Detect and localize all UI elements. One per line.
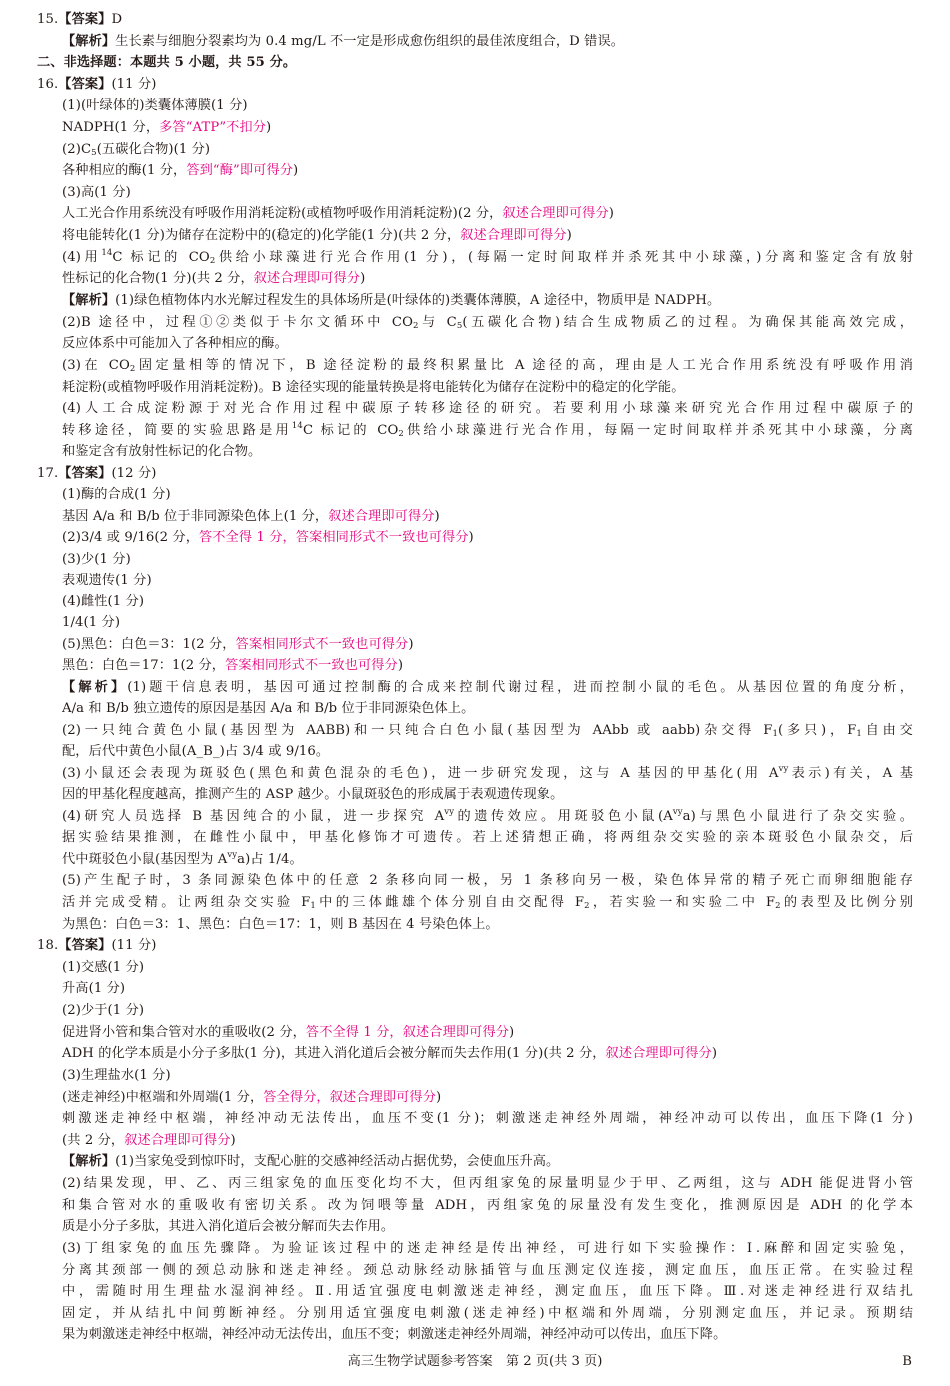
question-number: 17. xyxy=(37,466,59,481)
q18-analysis-8: 固定，并从结扎中间剪断神经。分别用适宜强度电刺激(迷走神经)中枢端和外周端，分别测定血压，并记录。预期结 xyxy=(62,1306,913,1321)
q17-answer-line xyxy=(37,463,157,484)
grading-note: 答到“酶”即可得分 xyxy=(186,163,294,178)
analysis-label: 【解析】 xyxy=(62,34,116,49)
q17-answer-2: 基因 A/a 和 B/b 位于非同源染色体上(1 分，叙述合理即可得分) xyxy=(62,509,440,524)
q17-answer-6: (4)雌性(1 分) xyxy=(62,594,145,609)
question-number: 18. xyxy=(37,938,59,953)
question-number: 15. xyxy=(37,12,59,27)
q18-analysis-3: 和集合管对水的重吸收有密切关系。改为饲喂等量 ADH，丙组家兔的尿量没有发生变化，推测原因是 ADH 的化学本 xyxy=(62,1198,913,1213)
q15-analysis-line xyxy=(62,31,624,52)
analysis-label: 【解析】 xyxy=(62,1154,116,1169)
q17-analysis-4: 配，后代中黄色小鼠(A_B_)占 3/4 或 9/16。 xyxy=(62,744,330,759)
q18-answer-5: ADH 的化学本质是小分子多肽(1 分)，其进入消化道后会被分解而失去作用(1 分)(共 2 分，叙述合理即可得分) xyxy=(62,1046,718,1061)
q17-answer-7: 1/4(1 分) xyxy=(62,615,121,630)
q18-answer-line xyxy=(37,935,157,956)
q16-analysis-7: 转移途径，简要的实验思路是用$^{14}$C 标记的 $CO_2$供给小球藻进行光合作用，每隔一定时间取样并杀死其中小球藻，分离 xyxy=(62,421,913,439)
analysis-label: 【解析】 xyxy=(62,680,128,695)
q17-analysis-9: 代中斑驳色小鼠(基因型为 $A^{vy}a$)占 1/4。 xyxy=(62,850,303,867)
q15-answer-line xyxy=(37,9,122,30)
answer-label: 【答案】 xyxy=(58,938,112,953)
q17-analysis-6: 因的甲基化程度越高，推测产生的 ASP 越少。小鼠斑驳色的形成属于表观遗传现象。 xyxy=(62,787,564,802)
q16-answer-4: 各种相应的酶(1 分，答到“酶”即可得分) xyxy=(62,163,299,178)
grading-note: 答案相同形式不一致也可得分 xyxy=(235,637,409,652)
answer-label: 【答案】 xyxy=(58,466,112,481)
grading-note: 叙述合理即可得分 xyxy=(253,271,361,286)
q17-analysis-7: (4)研究人员选择 B 基因纯合的小鼠，进一步探究 $A^{vy}$的遗传效应。用斑驳色小鼠$(A^{vy}a)$与黑色小鼠进行了杂交实验。 xyxy=(62,807,913,824)
q18-answer-9: (共 2 分，叙述合理即可得分) xyxy=(62,1133,236,1148)
q16-analysis-8: 和鉴定含有放射性标记的化合物。 xyxy=(62,444,262,459)
q17-analysis-12: 为黑色：白色＝3：1、黑色：白色＝17：1，则 B 基因在 4 号染色体上。 xyxy=(62,917,499,932)
q16-answer-1: (1)(叶绿体的)类囊体薄膜(1 分) xyxy=(62,98,248,113)
q18-analysis-6: 分离其颈部一侧的颈总动脉和迷走神经。颈总动脉经动脉插管与血压测定仪连接，测定血压，血压正常。在实验过程 xyxy=(62,1263,913,1278)
q16-analysis-3: 反应体系中可能加入了各种相应的酶。 xyxy=(62,336,288,351)
q17-analysis-8: 据实验结果推测，在雌性小鼠中，甲基化修饰才可遗传。若上述猜想正确，将两组杂交实验的亲本斑驳色小鼠杂交，后 xyxy=(62,830,913,845)
q18-answer-8: 刺激迷走神经中枢端，神经冲动无法传出，血压不变(1 分)；刺激迷走神经外周端，神经冲动可以传出，血压下降(1 分) xyxy=(62,1111,913,1126)
grading-note: 答案相同形式不一致也可得分 xyxy=(225,658,398,673)
q18-analysis-4: 质是小分子多肽，其进入消化道后会被分解而失去作用。 xyxy=(62,1219,395,1234)
q18-answer-4: 促进肾小管和集合管对水的重吸收(2 分，答不全得 1 分，叙述合理即可得分) xyxy=(62,1025,515,1040)
q18-analysis-2: (2)结果发现，甲、乙、丙三组家兔的血压变化均不大，但丙组家兔的尿量明显少于甲、乙两组，这与 ADH 能促进肾小管 xyxy=(62,1176,913,1191)
q16-analysis-1: 【解析】(1)绿色植物体内水光解过程发生的具体场所是(叶绿体的)类囊体薄膜，A 途径中，物质甲是 NADPH。 xyxy=(62,293,721,308)
q17-answer-3: (2)3/4 或 9/16(2 分，答不全得 1 分，答案相同形式不一致也可得分) xyxy=(62,530,474,545)
footer-page-info: 高三生物学试题参考答案 第 2 页(共 3 页) xyxy=(347,1354,603,1369)
q17-answer-1: (1)酶的合成(1 分) xyxy=(62,487,171,502)
q16-answer-8: (4)用$^{14}$C 标记的 $CO_2$供给小球藻进行光合作用(1 分)，(每隔一定时间取样并杀死其中小球藻，)分离和鉴定含有放射 xyxy=(62,248,913,266)
q17-answer-4: (3)少(1 分) xyxy=(62,552,131,567)
score: (12 分) xyxy=(111,466,157,481)
q18-answer-3: (2)少于(1 分) xyxy=(62,1003,145,1018)
q18-answer-7: (迷走神经)中枢端和外周端(1 分，答全得分，叙述合理即可得分) xyxy=(62,1090,442,1105)
q18-analysis-9: 果为刺激迷走神经中枢端，神经冲动无法传出，血压不变；刺激迷走神经外周端，神经冲动可以传出，血压下降。 xyxy=(62,1327,727,1342)
grading-note: 叙述合理即可得分 xyxy=(502,206,609,221)
answer-text: NADPH(1 分， xyxy=(62,120,160,135)
q16-analysis-2: (2)B 途径中，过程①②类似于卡尔文循环中 $CO_2$与 $C_5$(五碳化合物)结合生成物质乙的过程。为确保其能高效完成， xyxy=(62,315,913,331)
q16-answer-line xyxy=(37,74,157,95)
answer-value: D xyxy=(111,12,123,27)
answer-label: 【答案】 xyxy=(58,77,112,92)
q16-answer-6: 人工光合作用系统没有呼吸作用消耗淀粉(或植物呼吸作用消耗淀粉)(2 分，叙述合理即可得分) xyxy=(62,206,614,221)
q17-answer-5: 表观遗传(1 分) xyxy=(62,573,152,588)
grading-note: 叙述合理即可得分 xyxy=(124,1133,231,1148)
q18-analysis-5: (3)丁组家兔的血压先骤降。为验证该过程中的迷走神经是传出神经，可进行如下实验操作：Ⅰ.麻醉和固定实验兔， xyxy=(62,1241,913,1256)
q16-analysis-6: (4)人工合成淀粉源于对光合作用过程中碳原子转移途径的研究。若要利用小球藻来研究光合作用过程中碳原子的 xyxy=(62,401,913,416)
q17-answer-8: (5)黑色：白色＝3：1(2 分，答案相同形式不一致也可得分) xyxy=(62,637,414,652)
grading-note: 叙述合理即可得分 xyxy=(460,228,567,243)
q16-answer-2: NADPH(1 分，多答“ATP”不扣分) xyxy=(62,120,272,135)
q17-analysis-10: (5)产生配子时，3 条同源染色体中的任意 2 条移向同一极，另 1 条移向另一极，染色体异常的精子死亡而卵细胞能存 xyxy=(62,873,913,888)
q18-answer-1: (1)交感(1 分) xyxy=(62,960,145,975)
q16-answer-9: 性标记的化合物(1 分)(共 2 分，叙述合理即可得分) xyxy=(62,271,366,286)
question-number: 16. xyxy=(37,77,59,92)
footer-version-mark: B xyxy=(902,1354,912,1369)
q17-analysis-5: (3)小鼠还会表现为斑驳色(黑色和黄色混杂的毛色)，进一步研究发现，这与 A 基因的甲基化(用 $A^{vy}$表示)有关，A 基 xyxy=(62,764,914,781)
grading-note: 叙述合理即可得分 xyxy=(328,509,435,524)
analysis-text: 生长素与细胞分裂素均为 0.4 mg/L 不一定是形成愈伤组织的最佳浓度组合，D 错误。 xyxy=(115,34,625,49)
grading-note: 答全得分，叙述合理即可得分 xyxy=(263,1090,437,1105)
grading-note: 叙述合理即可得分 xyxy=(605,1046,712,1061)
q17-analysis-3: (2)一只纯合黄色小鼠(基因型为 AABB)和一只纯合白色小鼠(基因型为 AAbb 或 aabb)杂交得 $F_1$(多只)，$F_1$自由交 xyxy=(62,723,913,739)
grading-note: 多答“ATP”不扣分 xyxy=(159,120,267,135)
page-footer xyxy=(0,1351,950,1373)
q17-answer-9: 黑色：白色＝17：1(2 分，答案相同形式不一致也可得分) xyxy=(62,658,404,673)
section-title: 二、非选择题：本题共 5 小题，共 55 分。 xyxy=(37,55,297,70)
grading-note: 答不全得 1 分，叙述合理即可得分 xyxy=(305,1025,510,1040)
q17-analysis-2: A/a 和 B/b 独立遗传的原因是基因 A/a 和 B/b 位于非同源染色体上。 xyxy=(62,701,475,716)
q18-analysis-7: 中，需随时用生理盐水湿润神经。Ⅱ.用适宜强度电刺激迷走神经，测定血压，血压下降。Ⅲ.对迷走神经进行双结扎 xyxy=(62,1284,913,1299)
q18-answer-6: (3)生理盐水(1 分) xyxy=(62,1068,171,1083)
analysis-label: 【解析】 xyxy=(62,293,116,308)
q17-analysis-1: 【解析】(1)题干信息表明，基因可通过控制酶的合成来控制代谢过程，进而控制小鼠的毛色。从基因位置的角度分析， xyxy=(62,680,913,695)
q17-analysis-11: 活并完成受精。让两组杂交实验 $F_1$中的三体雌雄个体分别自由交配得 $F_2$，若实验一和实验二中 $F_2$的表型及比例分别 xyxy=(62,895,913,911)
q18-analysis-1: 【解析】(1)当家兔受到惊吓时，支配心脏的交感神经活动占据优势，会使血压升高。 xyxy=(62,1154,560,1169)
q16-analysis-5: 耗淀粉(或植物呼吸作用消耗淀粉)。B 途径实现的能量转换是将电能转化为储存在淀粉中的稳定的化学能。 xyxy=(62,380,685,395)
grading-note: 答不全得 1 分，答案相同形式不一致也可得分 xyxy=(199,530,469,545)
score: (11 分) xyxy=(111,77,157,92)
answer-label: 【答案】 xyxy=(58,12,112,27)
q16-analysis-4: (3)在 $CO_2$固定量相等的情况下，B 途径淀粉的最终积累量比 A 途径的高，理由是人工光合作用系统没有呼吸作用消 xyxy=(62,358,913,374)
q16-answer-5: (3)高(1 分) xyxy=(62,185,131,200)
q16-answer-3: $(2)C_5$(五碳化合物)(1 分) xyxy=(62,142,211,158)
q16-answer-7: 将电能转化(1 分)为储存在淀粉中的(稳定的)化学能(1 分)(共 2 分，叙述合理即可得分) xyxy=(62,228,572,243)
q18-answer-2: 升高(1 分) xyxy=(62,981,126,996)
score: (11 分) xyxy=(111,938,157,953)
